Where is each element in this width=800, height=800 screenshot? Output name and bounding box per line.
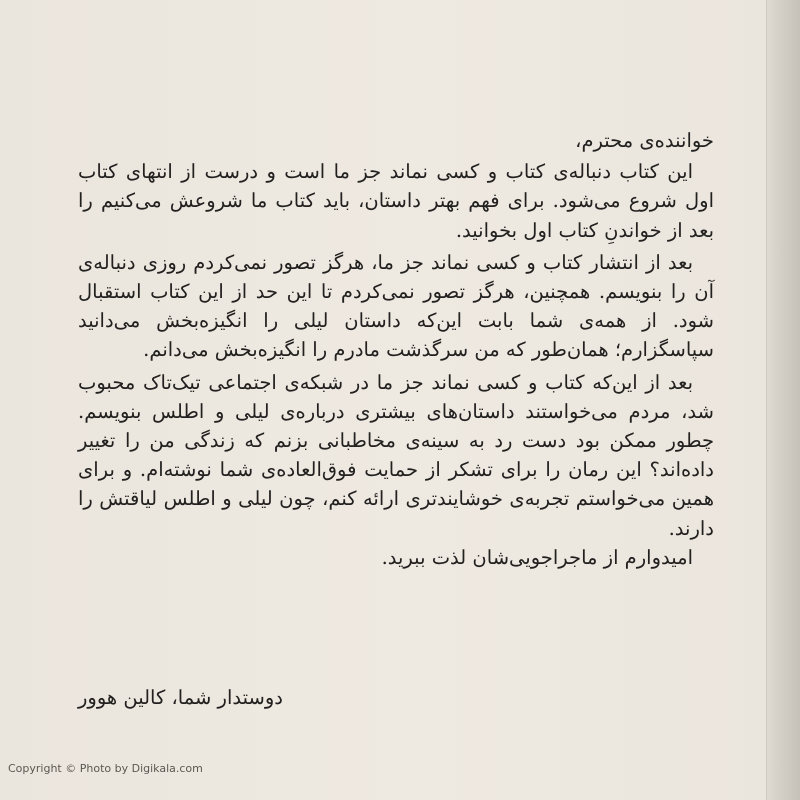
paragraph-3: بعد از این‌که کتاب و کسی نماند جز ما در شبکه‌ی اجتماعی تیک‌تاک محبوب شد، مردم می‌خواستند داستان‌های بیشتری درباره‌ی لیلی و اطلس بنویسم. چطور ممکن بود دست رد به سینه‌ی مخاطبانی بزنم که زندگی من را تغییر داده‌اند؟ این رمان را برای تشکر از حمایت فوق‌العاده‌ی شما نوشته‌ام. و برای همین می‌خواستم تجربه‌ی خوشایندتری ارائه کنم، چون لیلی و اطلس لیاقتش را دارند. [78,370,714,540]
book-gutter [766,0,800,800]
letter-body [78,126,714,572]
signature-line [78,683,714,712]
gutter-edge [766,0,767,800]
signature-text: دوستدار شما، کالین هوور [78,686,283,709]
salutation: خواننده‌ی محترم، [575,129,714,152]
paragraph-4: امیدوارم از ماجراجویی‌شان لذت ببرید. [381,545,693,569]
copyright-watermark: Copyright © Photo by Digikala.com [8,762,203,775]
paragraph-2: بعد از انتشار کتاب و کسی نماند جز ما، هرگز تصور نمی‌کردم روزی دنباله‌ی آن را بنویسم. همچنین، هرگز تصور نمی‌کردم تا این حد از این کتاب استقبال شود. از همه‌ی شما بابت این‌که داستان لیلی را انگیزه‌بخش می‌دانید سپاسگزارم؛ همان‌طور که من سرگذشت مادرم را انگیزه‌بخش می‌دانم. [78,250,714,362]
paragraph-1: این کتاب دنباله‌ی کتاب و کسی نماند جز ما است و درست از انتهای کتاب اول شروع می‌شود. برای فهم بهتر داستان، باید کتاب ما شروعش می‌کنیم را بعد از خواندنِ کتاب اول بخوانید. [78,160,714,242]
